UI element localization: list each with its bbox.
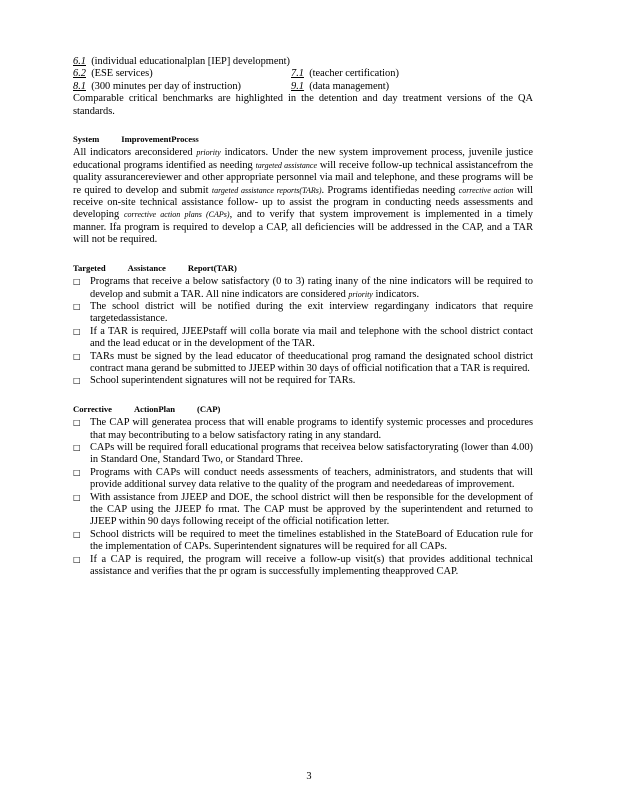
list-item: □ School superintendent signatures will not be required for TARs.: [73, 375, 356, 387]
ref-row: [73, 56, 533, 68]
document-page: [73, 56, 533, 578]
section-heading-system-improvement: System ImprovementProcess: [73, 134, 199, 145]
checkbox-bullet-icon: □: [73, 492, 81, 502]
checkbox-bullet-icon: □: [73, 529, 81, 539]
list-item: □ The CAP will generatea process that will enable programs to identify systemic processes and procedures that may becontributing to a below satisfactory rating in any standard.: [73, 417, 533, 441]
list-item: □ If a TAR is required, JJEEPstaff will colla borate via mail and telephone with the school district contact and the lead educat or in the development of the TAR.: [73, 325, 533, 350]
ref-text: (individual educationalplan [IEP] development): [91, 56, 291, 67]
list-item: □ CAPs will be required forall educational programs that receivea below satisfactoryrating (lower than 4.00) in Standard One, Standard Two, or Standard Three.: [73, 441, 533, 466]
cap-bullet-list: [73, 417, 533, 578]
ref-number: 9.1: [291, 80, 304, 92]
checkbox-bullet-icon: □: [73, 351, 81, 361]
list-item: □ Programs that receive a below satisfactory (0 to 3) rating inany of the nine indicators will be required to develop and submit a TAR. All nine indicators are considered priority indicators.: [73, 276, 533, 300]
ref-number: 6.2: [73, 68, 86, 80]
page-number: 3: [306, 771, 312, 782]
section-heading-cap: Corrective ActionPlan (CAP): [73, 403, 221, 414]
checkbox-bullet-icon: □: [73, 418, 81, 428]
tar-bullet-list: [73, 276, 533, 388]
list-item: □ Programs with CAPs will conduct needs assessments of teachers, administrators, and students that will provide additional survey data relative to the quality of the program and neededareas of improvement.: [73, 466, 533, 491]
system-improvement-paragraph: All indicators areconsidered priority indicators. Under the new system improvement process, juvenile justice educational programs identified as needing targeted assistance will receive follow-up technical assistancefrom the quality assurancereviewer and other appropriate personnel via mail and telephone, and these programs will be re quired to develop and submit targeted assistance reports(TARs). Programs identifiedas needing corrective action will receive on-site technical assistance follow- up to assist the program in conducting needs assessments and developing corrective action plans (CAPs), and to verify that system improvement is implemented in a timely manner. Ifa program is required to develop a CAP, all deficiencies will be addressed in the CAP, and a TAR will not be required.: [73, 147, 534, 246]
list-item: □ School districts will be required to meet the timelines established in the StateBoard of Education rule for the implementation of CAPs. Superintendent signatures will be required for all CAPs.: [73, 528, 533, 553]
section-heading-tar: Targeted Assistance Report(TAR): [73, 262, 237, 273]
ref-text: (teacher certification): [309, 68, 399, 80]
checkbox-bullet-icon: □: [73, 376, 81, 386]
ref-text: (ESE services): [91, 68, 153, 80]
list-item: □ If a CAP is required, the program will receive a follow-up visit(s) that provides additional technical assistance and verifies that the pr ogram is successfully implementing theapproved CAP.: [73, 553, 533, 578]
ref-row: [73, 81, 533, 93]
checkbox-bullet-icon: □: [73, 277, 81, 287]
list-item: □ With assistance from JJEEP and DOE, the school district will then be responsible for the development of the CAP using the JJEEP fo rmat. The CAP must be approved by the superintendent and returned to JJEEP within 90 days following receipt of the official notification letter.: [73, 491, 533, 528]
checkbox-bullet-icon: □: [73, 326, 81, 336]
ref-text: (300 minutes per day of instruction): [91, 80, 241, 92]
checkbox-bullet-icon: □: [73, 442, 81, 452]
indicator-reference-list: [73, 56, 533, 93]
benchmark-note: Comparable critical benchmarks are highlighted in the detention and day treatment versions of the QA standards.: [73, 93, 533, 117]
ref-row: [73, 68, 533, 80]
ref-number: 7.1: [291, 68, 304, 80]
ref-text: (data management): [309, 80, 390, 92]
list-item: □ The school district will be notified during the exit interview regardingany indicators that require targetedassistance.: [73, 300, 533, 325]
ref-number: 6.1: [73, 56, 86, 67]
checkbox-bullet-icon: □: [73, 467, 81, 477]
checkbox-bullet-icon: □: [73, 554, 81, 564]
list-item: □ TARs must be signed by the lead educator of theeducational prog ramand the designated school district contract mana gerand be submitted to JJEEP within 30 days of official notification that a TAR is required.: [73, 350, 533, 374]
checkbox-bullet-icon: □: [73, 301, 81, 311]
ref-number: 8.1: [73, 80, 86, 92]
